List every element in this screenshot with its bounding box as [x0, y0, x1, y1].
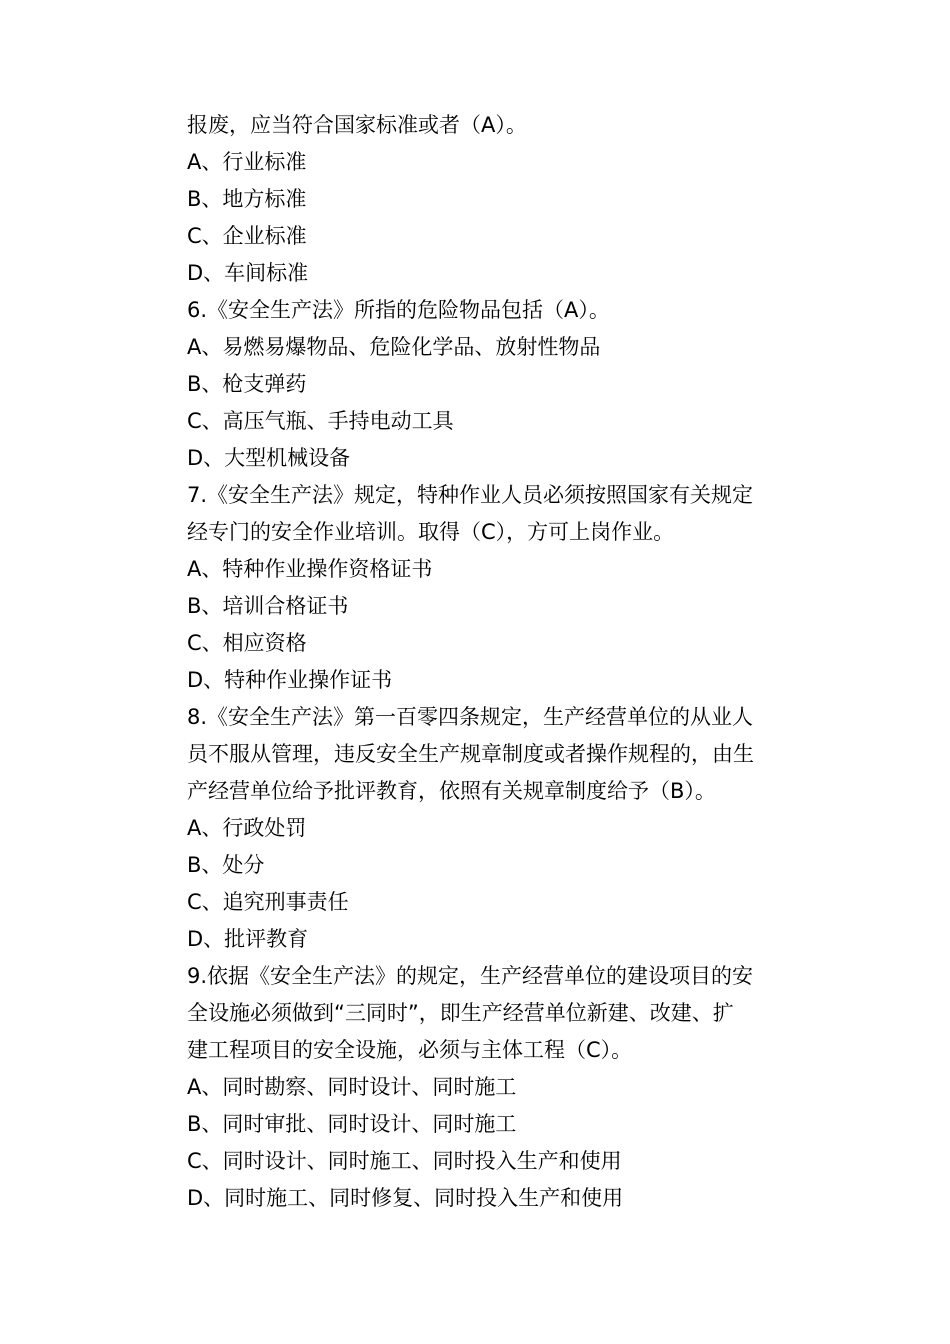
- document-page: [187, 107, 777, 1217]
- question-line: 员不服从管理，违反安全生产规章制度或者操作规程的，由生: [187, 742, 754, 766]
- option-line: C、同时设计、同时施工、同时投入生产和使用: [187, 1149, 622, 1173]
- question-line: 8.《安全生产法》第一百零四条规定，生产经营单位的从业人: [187, 705, 754, 729]
- option-line: B、枪支弹药: [187, 372, 307, 396]
- option-line: C、相应资格: [187, 631, 307, 655]
- option-line: B、处分: [187, 853, 265, 877]
- option-line: D、批评教育: [187, 927, 309, 951]
- question-line: 9.依据《安全生产法》的规定，生产经营单位的建设项目的安: [187, 964, 754, 988]
- option-line: D、同时施工、同时修复、同时投入生产和使用: [187, 1186, 624, 1210]
- option-line: D、车间标准: [187, 261, 309, 285]
- option-line: A、同时勘察、同时设计、同时施工: [187, 1075, 517, 1099]
- option-line: C、高压气瓶、手持电动工具: [187, 409, 454, 433]
- question-line: 7.《安全生产法》规定，特种作业人员必须按照国家有关规定: [187, 483, 754, 507]
- question-line: 全设施必须做到“三同时”，即生产经营单位新建、改建、扩: [187, 1001, 734, 1025]
- text-line: 报废，应当符合国家标准或者（A）。: [187, 113, 527, 137]
- option-line: C、企业标准: [187, 224, 307, 248]
- option-line: A、特种作业操作资格证书: [187, 557, 433, 581]
- option-line: A、行政处罚: [187, 816, 307, 840]
- question-line: 6.《安全生产法》所指的危险物品包括（A）。: [187, 298, 610, 322]
- option-line: D、大型机械设备: [187, 446, 351, 470]
- question-line: 经专门的安全作业培训。取得（C），方可上岗作业。: [187, 520, 675, 544]
- question-line: 建工程项目的安全设施，必须与主体工程（C）。: [187, 1038, 633, 1062]
- option-line: C、追究刑事责任: [187, 890, 349, 914]
- option-line: B、培训合格证书: [187, 594, 349, 618]
- option-line: A、行业标准: [187, 150, 307, 174]
- question-line: 产经营单位给予批评教育，依照有关规章制度给予（B）。: [187, 779, 716, 803]
- option-line: B、同时审批、同时设计、同时施工: [187, 1112, 517, 1136]
- option-line: A、易燃易爆物品、危险化学品、放射性物品: [187, 335, 601, 359]
- option-line: B、地方标准: [187, 187, 307, 211]
- option-line: D、特种作业操作证书: [187, 668, 393, 692]
